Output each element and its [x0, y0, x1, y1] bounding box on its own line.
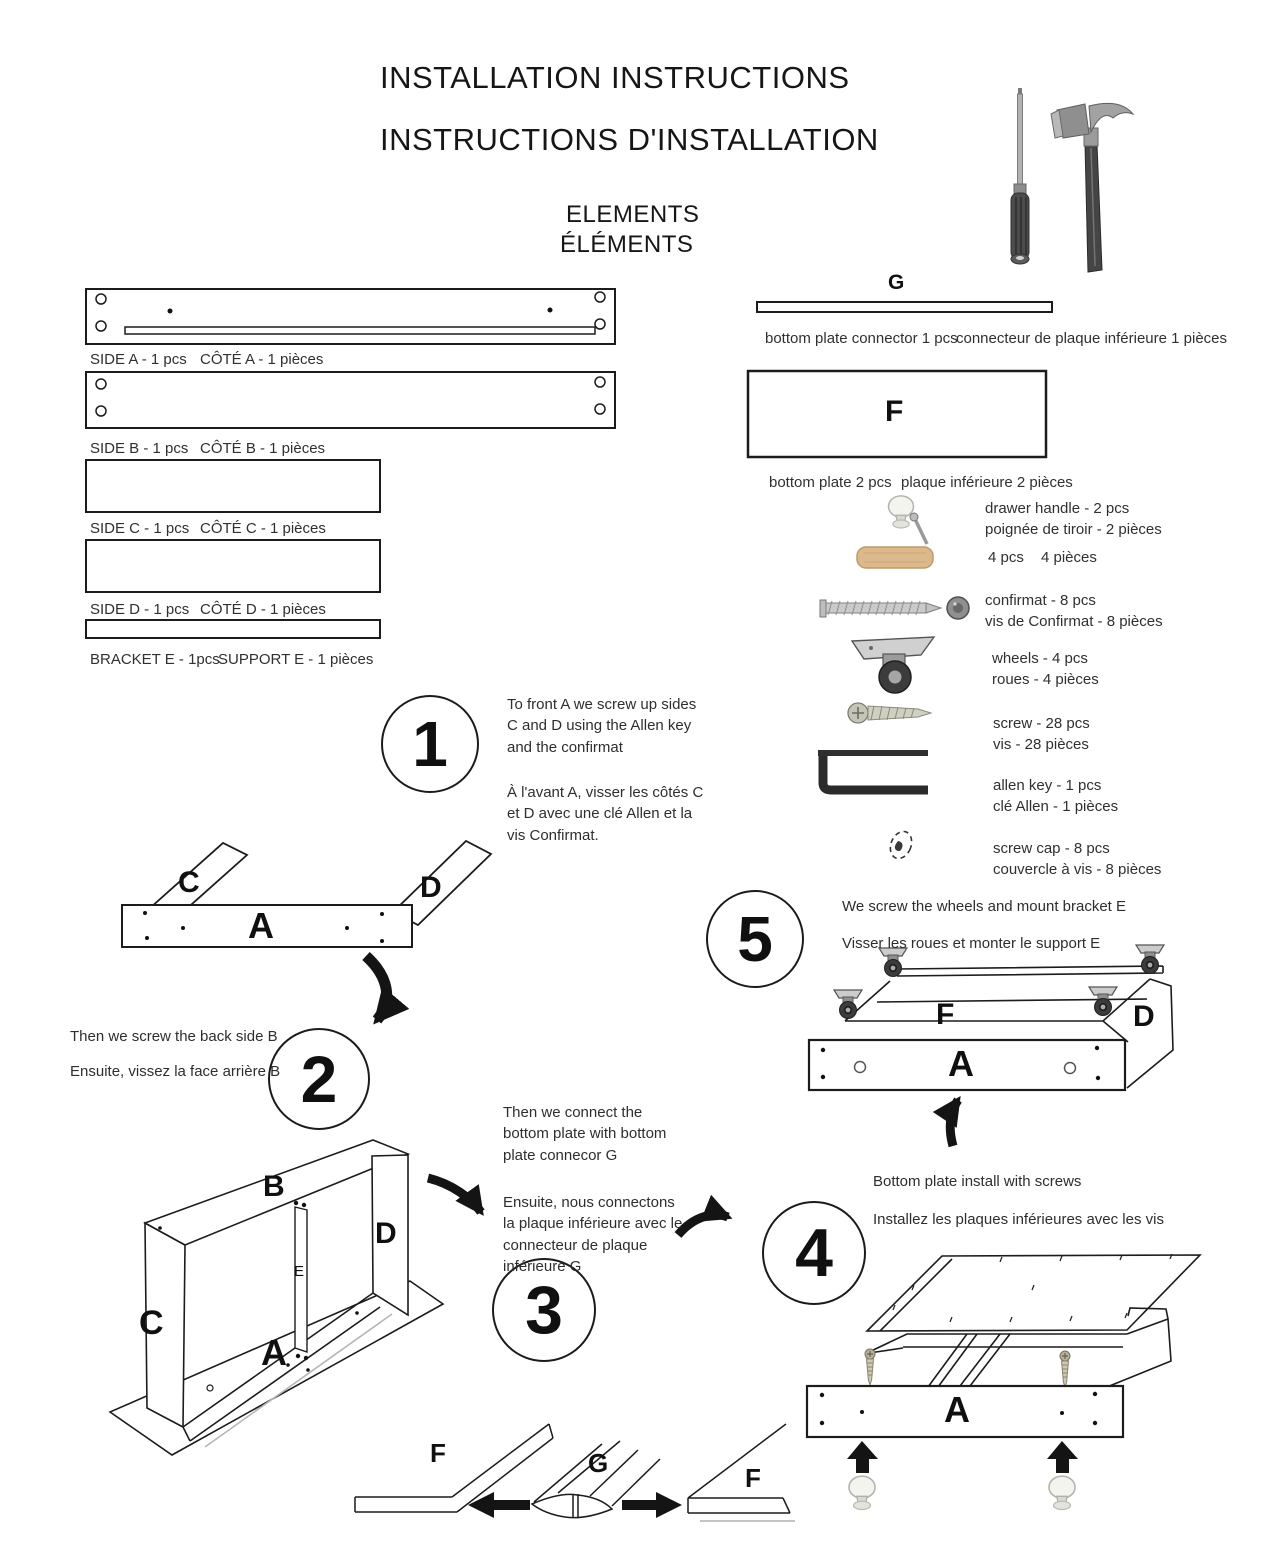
side-b-label-en: SIDE B - 1 pcs	[90, 440, 189, 457]
plate-joint-diagram	[355, 1424, 795, 1521]
frame-letter-e: E	[294, 1263, 305, 1280]
hardware-confirmat-en: confirmat - 8 pcs	[985, 592, 1096, 609]
joint-letter-f-left: F	[430, 1438, 446, 1468]
side-a-label-fr: CÔTÉ A - 1 pièces	[200, 351, 324, 368]
knob-right	[1049, 1476, 1075, 1509]
page-title-fr: INSTRUCTIONS D'INSTALLATION	[380, 122, 879, 157]
frame-letter-c: C	[139, 1304, 164, 1342]
bottom-plate-label-fr: plaque inférieure 2 pièces	[901, 474, 1073, 491]
bottom-plate-label-en: bottom plate 2 pcs	[769, 474, 892, 491]
step1-letter-c: C	[178, 866, 200, 899]
side-b-part-drawing	[86, 372, 615, 428]
step5-text-fr: Visser les roues et monter le support E	[842, 935, 1101, 952]
hardware-screw-cap-fr: couvercle à vis - 8 pièces	[993, 861, 1162, 878]
drawer-handle-icon	[889, 496, 928, 544]
connector-g-letter: G	[888, 271, 905, 294]
step5-text-en: We screw the wheels and mount bracket E	[842, 898, 1127, 915]
allen-key-icon	[818, 750, 928, 790]
step2-text-en: Then we screw the back side B	[70, 1028, 278, 1045]
bracket-e-label-en: BRACKET E - 1pcs	[90, 651, 220, 668]
step5-letter-d: D	[1133, 1000, 1155, 1033]
joint-letter-g: G	[588, 1448, 609, 1478]
frame-letter-a: A	[261, 1332, 287, 1373]
step4-text-fr: Installez les plaques inférieures avec les vis	[873, 1211, 1164, 1228]
connector-label-en: bottom plate connector 1 pcs	[765, 330, 958, 347]
screw-icon	[848, 703, 931, 723]
step5-letter-f: F	[936, 998, 955, 1031]
side-c-part-drawing	[86, 460, 380, 512]
step1-letter-d: D	[420, 871, 442, 904]
side-c-label-fr: CÔTÉ C - 1 pièces	[200, 520, 326, 537]
step4-number: 4	[762, 1201, 866, 1305]
install-screw-right	[1060, 1351, 1070, 1387]
side-a-part-drawing	[86, 289, 615, 344]
hardware-screw-fr: vis - 28 pièces	[993, 736, 1089, 753]
knob-left	[849, 1476, 875, 1509]
step5-number: 5	[706, 890, 804, 988]
step4-letter-a: A	[944, 1389, 970, 1430]
dowel-icon	[857, 547, 933, 568]
step4-text-en: Bottom plate install with screws	[873, 1173, 1082, 1190]
hardware-dowel-en: 4 pcs	[988, 549, 1024, 566]
frame-letter-d: D	[375, 1217, 397, 1250]
step3-text-en: Then we connect the bottom plate with bottom plate connecor G	[503, 1104, 671, 1164]
hardware-allen-key-en: allen key - 1 pcs	[993, 777, 1102, 794]
side-b-label-fr: CÔTÉ B - 1 pièces	[200, 440, 326, 457]
screw-cap-icon	[886, 828, 915, 861]
page-title-en: INSTALLATION INSTRUCTIONS	[380, 60, 850, 95]
tools-illustration	[1011, 88, 1133, 272]
side-d-label-en: SIDE D - 1 pcs	[90, 601, 190, 618]
hardware-drawer-handle-en: drawer handle - 2 pcs	[985, 500, 1130, 517]
hardware-screw-en: screw - 28 pcs	[993, 715, 1090, 732]
side-c-label-en: SIDE C - 1 pcs	[90, 520, 190, 537]
hardware-wheels-en: wheels - 4 pcs	[992, 650, 1088, 667]
caster-wheel-large-icon	[852, 637, 934, 693]
connector-label-fr: connecteur de plaque inférieure 1 pièces	[956, 330, 1228, 347]
install-screw-left	[865, 1349, 875, 1385]
caster-bottom-left	[834, 990, 862, 1019]
step2-number: 2	[268, 1028, 370, 1130]
connector-g-drawing	[757, 302, 1052, 312]
step1-text-en: To front A we screw up sides C and D using the Allen key and the confirmat	[507, 696, 701, 756]
side-d-label-fr: CÔTÉ D - 1 pièces	[200, 601, 326, 618]
step5-letter-a: A	[948, 1043, 974, 1084]
step2-text-fr: Ensuite, vissez la face arrière B	[70, 1063, 281, 1080]
step2-frame-diagram	[110, 1140, 481, 1455]
bottom-plate-f-letter: F	[885, 395, 904, 428]
hardware-confirmat-fr: vis de Confirmat - 8 pièces	[985, 613, 1163, 630]
hardware-wheels-fr: roues - 4 pièces	[992, 671, 1099, 688]
step1-text-fr: À l'avant A, visser les côtés C et D avec une clé Allen et la vis Confirmat.	[507, 784, 708, 844]
confirmat-screw-icon	[820, 597, 969, 619]
hardware-allen-key-fr: clé Allen - 1 pièces	[993, 798, 1119, 815]
bracket-e-label-fr: SUPPORT E - 1 pièces	[218, 651, 374, 668]
side-d-part-drawing	[86, 540, 380, 592]
joint-letter-f-right: F	[745, 1463, 761, 1493]
hardware-drawer-handle-fr: poignée de tiroir - 2 pièces	[985, 521, 1162, 538]
hardware-dowel-fr: 4 pièces	[1041, 549, 1097, 566]
side-a-label-en: SIDE A - 1 pcs	[90, 351, 187, 368]
step3-text-fr: Ensuite, nous connectons la plaque inférieure avec le connecteur de plaque inférieure G	[503, 1194, 687, 1275]
step1-letter-a: A	[248, 905, 274, 946]
elements-heading-en: ELEMENTS	[566, 201, 700, 228]
frame-letter-b: B	[263, 1170, 285, 1203]
step4-diagram	[807, 1254, 1200, 1510]
hardware-screw-cap-en: screw cap - 8 pcs	[993, 840, 1110, 857]
elements-heading-fr: ÉLÉMENTS	[560, 231, 694, 258]
step5-diagram	[809, 945, 1173, 1146]
step1-number: 1	[381, 695, 479, 793]
bracket-e-part-drawing	[86, 620, 380, 638]
step3-number: 3	[492, 1258, 596, 1362]
